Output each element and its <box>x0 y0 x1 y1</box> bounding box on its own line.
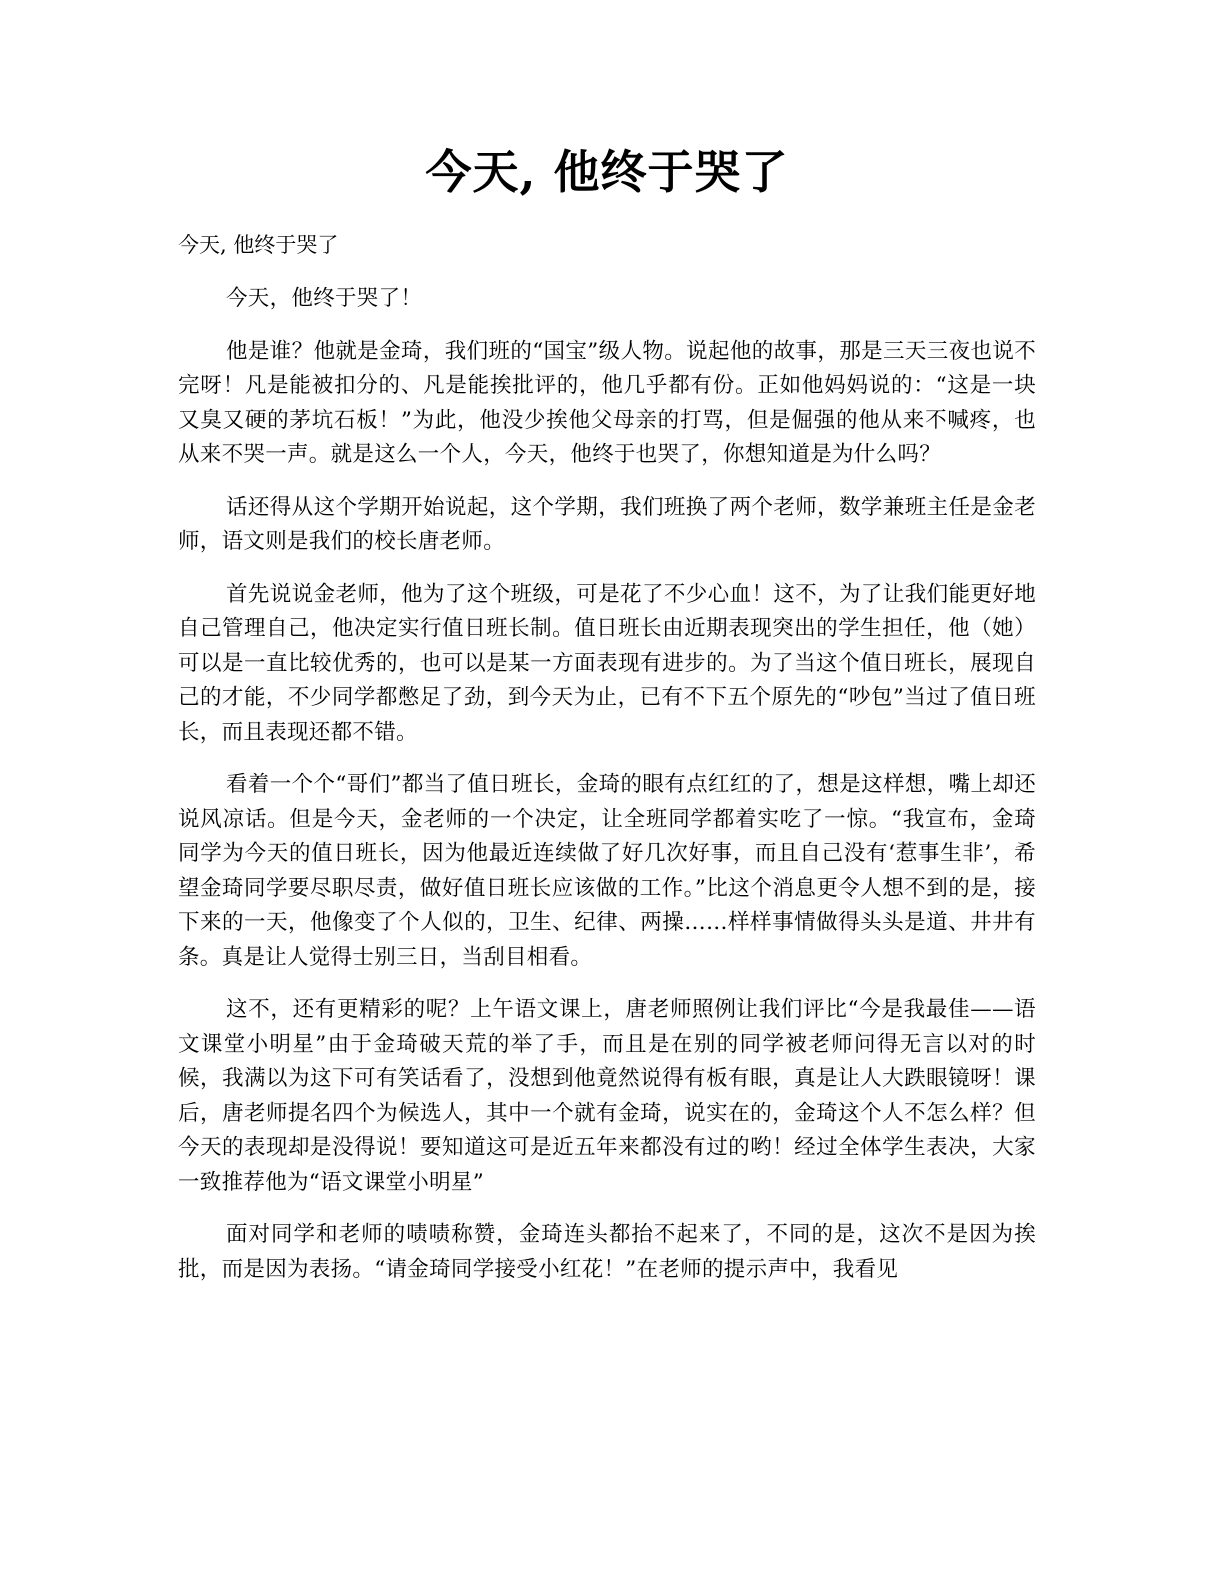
paragraph-2: 他是谁？他就是金琦，我们班的“国宝”级人物。说起他的故事，那是三天三夜也说不完呀！凡是能被扣分的、凡是能挨批评的，他几乎都有份。正如他妈妈说的：“这是一块又臭又硬的茅坑石板！”为此，他没少挨他父母亲的打骂，但是倔强的他从来不喊疼，也从来不哭一声。就是这么一个人，今天，他终于也哭了，你想知道是为什么吗？ <box>178 338 1036 467</box>
paragraph-6: 这不，还有更精彩的呢？上午语文课上，唐老师照例让我们评比“今是我最佳——语文课堂小明星”由于金琦破天荒的举了手，而且是在别的同学被老师问得无言以对的时候，我满以为这下可有笑话看了，没想到他竟然说得有板有眼，真是让人大跌眼镜呀！课后，唐老师提名四个为候选人，其中一个就有金琦，说实在的，金琦这个人不怎么样？但今天的表现却是没得说！要知道这可是近五年来都没有过的哟！经过全体学生表决，大家一致推荐他为“语文课堂小明星” <box>178 997 1036 1195</box>
document-page <box>178 0 1036 1287</box>
document-title: 今天, 他终于哭了 <box>425 145 789 199</box>
document-subtitle: 今天, 他终于哭了 <box>178 233 339 257</box>
paragraph-1: 今天，他终于哭了！ <box>226 286 423 311</box>
paragraph-5: 看着一个个“哥们”都当了值日班长，金琦的眼有点红红的了，想是这样想，嘴上却还说风凉话。但是今天，金老师的一个决定，让全班同学都着实吃了一惊。“我宣布，金琦同学为今天的值日班长，因为他最近连续做了好几次好事，而且自己没有‘惹事生非’，希望金琦同学要尽职尽责，做好值日班长应该做的工作。”比这个消息更令人想不到的是，接下来的一天，他像变了个人似的，卫生、纪律、两操……样样事情做得头头是道、井井有条。真是让人觉得士别三日，当刮目相看。 <box>178 772 1036 970</box>
paragraph-4: 首先说说金老师，他为了这个班级，可是花了不少心血！这不，为了让我们能更好地自己管理自己，他决定实行值日班长制。值日班长由近期表现突出的学生担任，他（她）可以是一直比较优秀的，也可以是某一方面表现有进步的。为了当这个值日班长，展现自己的才能，不少同学都憋足了劲，到今天为止，已有不下五个原先的“吵包”当过了值日班长，而且表现还都不错。 <box>178 581 1036 745</box>
paragraph-7: 面对同学和老师的啧啧称赞，金琦连头都抬不起来了，不同的是，这次不是因为挨批，而是因为表扬。“请金琦同学接受小红花！”在老师的提示声中，我看见 <box>178 1222 1036 1282</box>
paragraph-3: 话还得从这个学期开始说起，这个学期，我们班换了两个老师，数学兼班主任是金老师，语文则是我们的校长唐老师。 <box>178 494 1036 554</box>
